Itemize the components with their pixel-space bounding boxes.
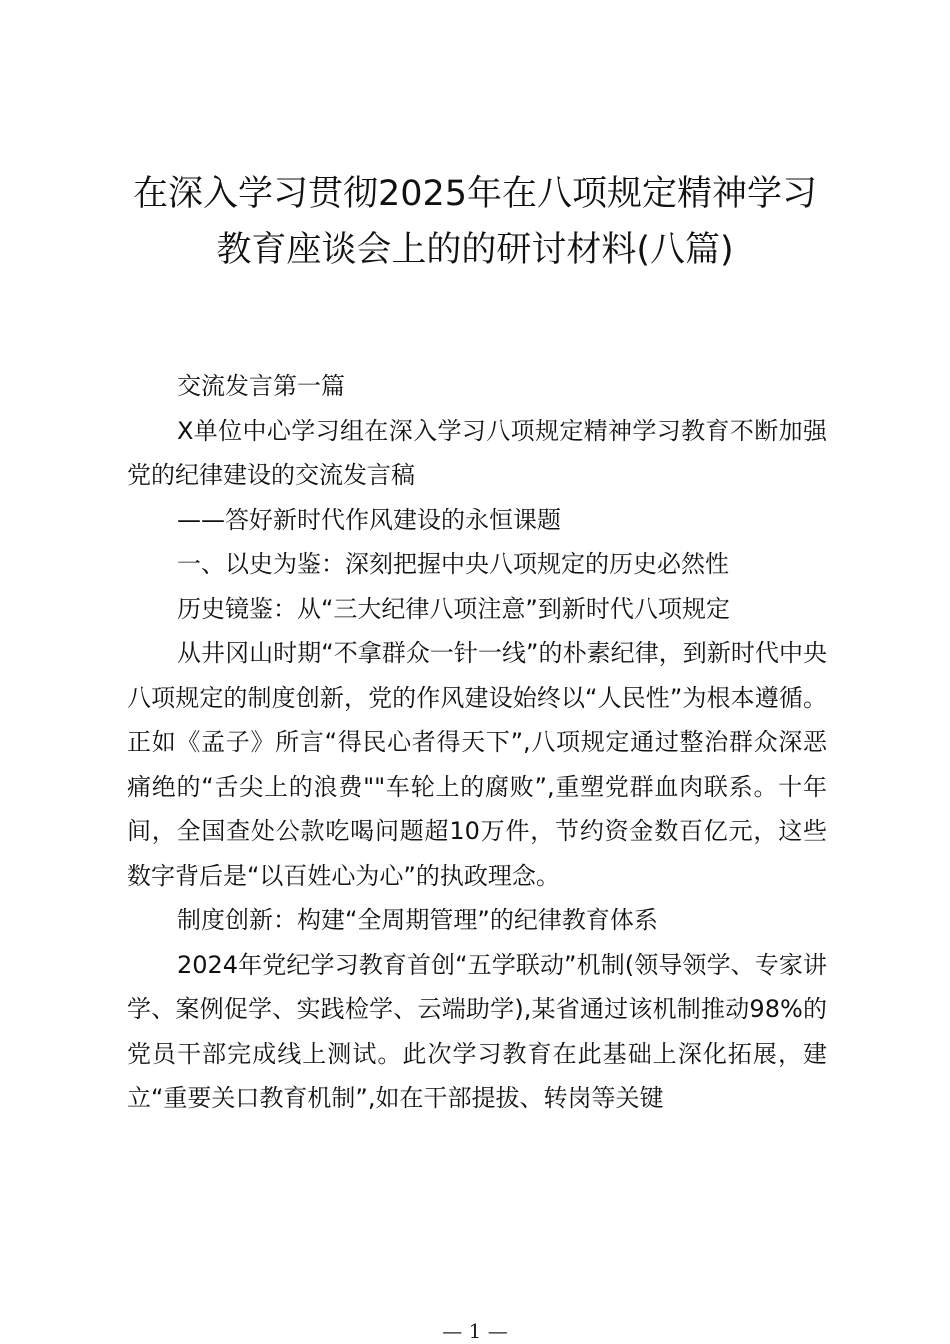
section-label: 交流发言第一篇: [177, 372, 345, 400]
subheading-history: 历史镜鉴：从“三大纪律八项注意”到新时代八项规定: [177, 594, 730, 623]
title-line-1: 在深入学习贯彻2025年在八项规定精神学习: [132, 174, 818, 214]
body-paragraph: 2024年党纪学习教育首创“五学联动”机制(领导领学、专家讲学、案例促学、实践检学、云端助学),某省通过该机制推动98%的党员干部完成线上测试。此次学习教育在此基础上深化拓展，建立“重要关口教育机制”,如在干部提拔、转岗等关键: [127, 950, 827, 1112]
document-title: [100, 166, 850, 278]
title-line-2: 教育座谈会上的的研讨材料(八篇): [216, 230, 734, 270]
page-number: — 1 —: [442, 1319, 508, 1343]
subheading-system: 制度创新：构建“全周期管理”的纪律教育体系: [177, 906, 658, 934]
body-paragraph: 从井冈山时期“不拿群众一针一线”的朴素纪律，到新时代中央八项规定的制度创新，党的作风建设始终以“人民性”为根本遵循。正如《孟子》所言“得民心者得天下”,八项规定通过整治群众深恶痛绝的“舌尖上的浪费""车轮上的腐败”,重塑党群血肉联系。十年间，全国查处公款吃喝问题超10万件，节约资金数百亿元，这些数字背后是“以百姓心为心”的执政理念。: [127, 639, 827, 890]
speech-subtitle: ——答好新时代作风建设的永恒课题: [177, 505, 561, 534]
heading-part-one: 一、以史为鉴：深刻把握中央八项规定的历史必然性: [177, 550, 729, 578]
document-body: [127, 364, 827, 1121]
speech-title: X单位中心学习组在深入学习八项规定精神学习教育不断加强党的纪律建设的交流发言稿: [127, 416, 827, 489]
